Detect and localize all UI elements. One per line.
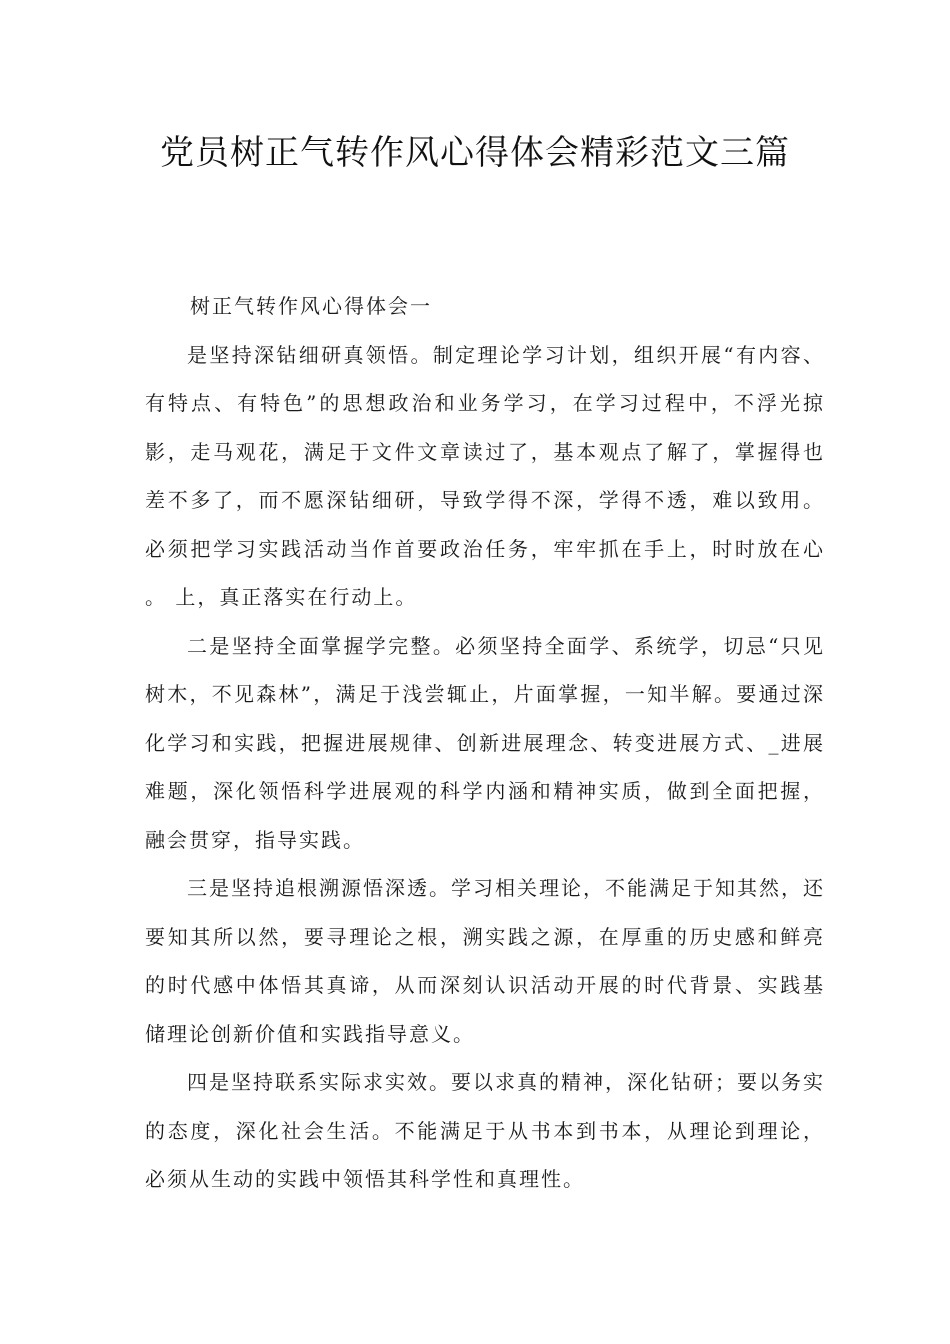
paragraph-3: 三是坚持追根溯源悟深透。学习相关理论，不能满足于知其然，还要知其所以然，要寻理论之根，溯实践之源，在厚重的历史感和鲜亮的时代感中体悟其真谛，从而深刻认识活动开展的时代背景、实践基储理论创新价值和实践指导意义。 <box>145 876 825 1046</box>
document-body <box>145 282 825 1204</box>
section-heading: 树正气转作风心得体会一 <box>190 294 432 318</box>
paragraph-2: 二是坚持全面掌握学完整。必须坚持全面学、系统学，切忌“只见树木，不见森林”，满足于浅尝辄止，片面掌握，一知半解。要通过深化学习和实践，把握进展规律、创新进展理念、转变进展方式、_进展难题，深化领悟科学进展观的科学内涵和精神实质，做到全面把握，融会贯穿，指导实践。 <box>145 633 825 852</box>
paragraph-4: 四是坚持联系实际求实效。要以求真的精神，深化钻研；要以务实的态度，深化社会生活。不能满足于从书本到书本，从理论到理论，必须从生动的实践中领悟其科学性和真理性。 <box>145 1070 825 1191</box>
document-title: 党员树正气转作风心得体会精彩范文三篇 <box>160 133 790 173</box>
paragraph-1: 是坚持深钻细研真领悟。制定理论学习计划，组织开展“有内容、有特点、有特色”的思想政治和业务学习，在学习过程中，不浮光掠影，走马观花，满足于文件文章读过了，基本观点了解了，掌握得也差不多了，而不愿深钻细研，导致学得不深，学得不透，难以致用。必须把学习实践活动当作首要政治任务，牢牢抓在手上，时时放在心 。 上，真正落实在行动上。 <box>145 342 825 609</box>
